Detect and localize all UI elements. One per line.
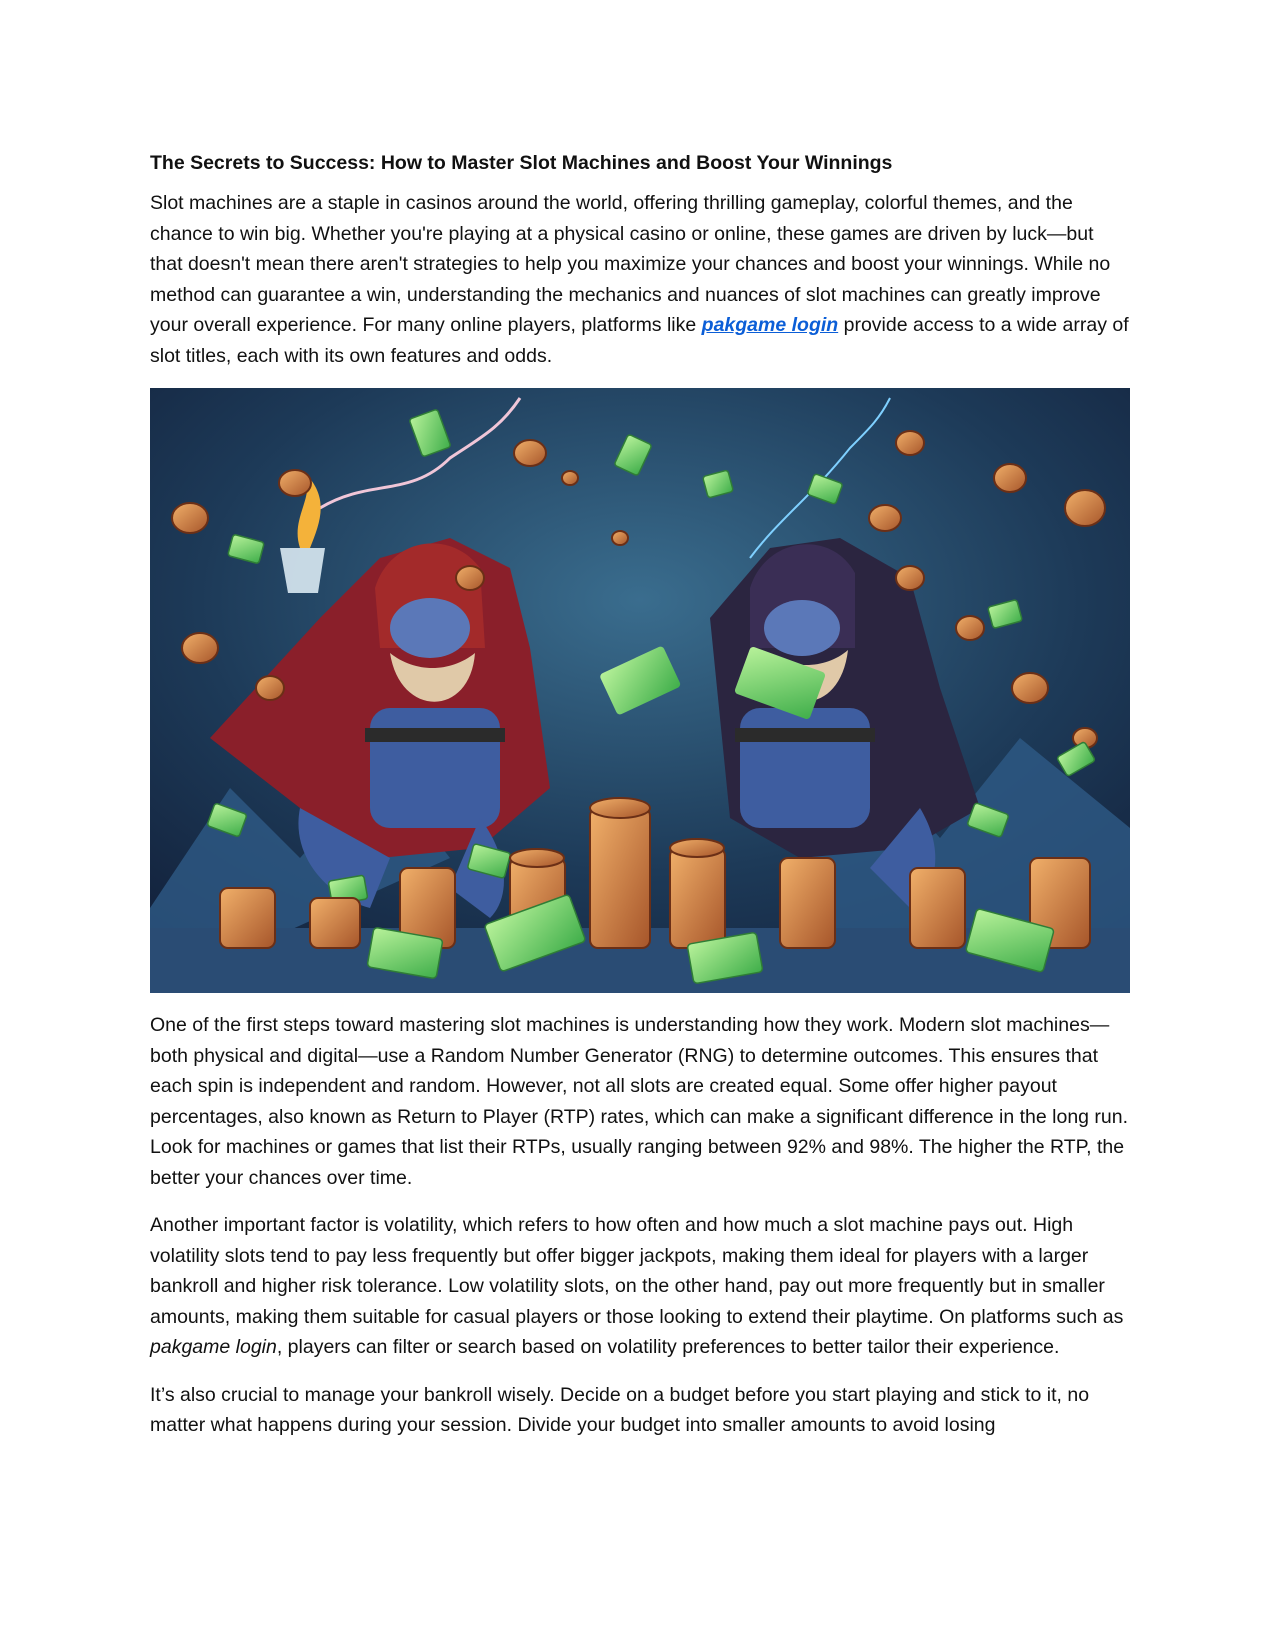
paragraph-volatility-text: Another important factor is volatility, which refers to how often and how much a slot machine pays out. High volatility slots tend to pay less frequently but offer bigger jackpots, making them ideal for players with a larger bankroll and higher risk tolerance. Low volatility slots, on the other hand, pay out more frequently but in smaller amounts, making them suitable for casual players or those looking to extend their playtime. On platforms such as [150,1214,1124,1328]
paragraph-how-slots-work: One of the first steps toward mastering slot machines is understanding how they work. Modern slot machines—both physical and digital—use a Random Number Generator (RNG) to determine outcomes. This ensures that each spin is independent and random. However, not all slots are created equal. Some offer higher payout percentages, also known as Return to Player (RTP) rates, which can make a significant difference in the long run. Look for machines or games that list their RTPs, usually ranging between 92% and 98%. The higher the RTP, the better your chances over time. [150,1014,1129,1189]
paragraph-intro [150,188,1130,371]
document-page [150,150,1130,1458]
paragraph-intro-text-end: provide access to a wide array of slot titles, each with its own features and odds. [150,314,1129,367]
paragraph-volatility-text-end: , players can filter or search based on volatility preferences to better tailor their experience. [276,1336,1060,1358]
paragraph-bankroll: It’s also crucial to manage your bankroll wisely. Decide on a budget before you start playing and stick to it, no matter what happens during your session. Divide your budget into smaller amounts to avoid losing [150,1383,1090,1436]
paragraph-intro-text: Slot machines are a staple in casinos around the world, offering thrilling gameplay, colorful themes, and the chance to win big. Whether you're playing at a physical casino or online, these games are driven by luck—but that doesn't mean there aren't strategies to help you maximize your chances and boost your winnings. While no method can guarantee a win, understanding the mechanics and nuances of slot machines can greatly improve your overall experience. For many online players, platforms like [150,192,1111,336]
paragraph-volatility [150,1210,1130,1363]
wizards-coins-illustration [150,388,1130,993]
pakgame-login-link[interactable]: pakgame login [701,314,839,336]
pakgame-login-mention: pakgame login [150,1336,277,1358]
document-title: The Secrets to Success: How to Master Slot Machines and Boost Your Winnings [150,152,893,174]
